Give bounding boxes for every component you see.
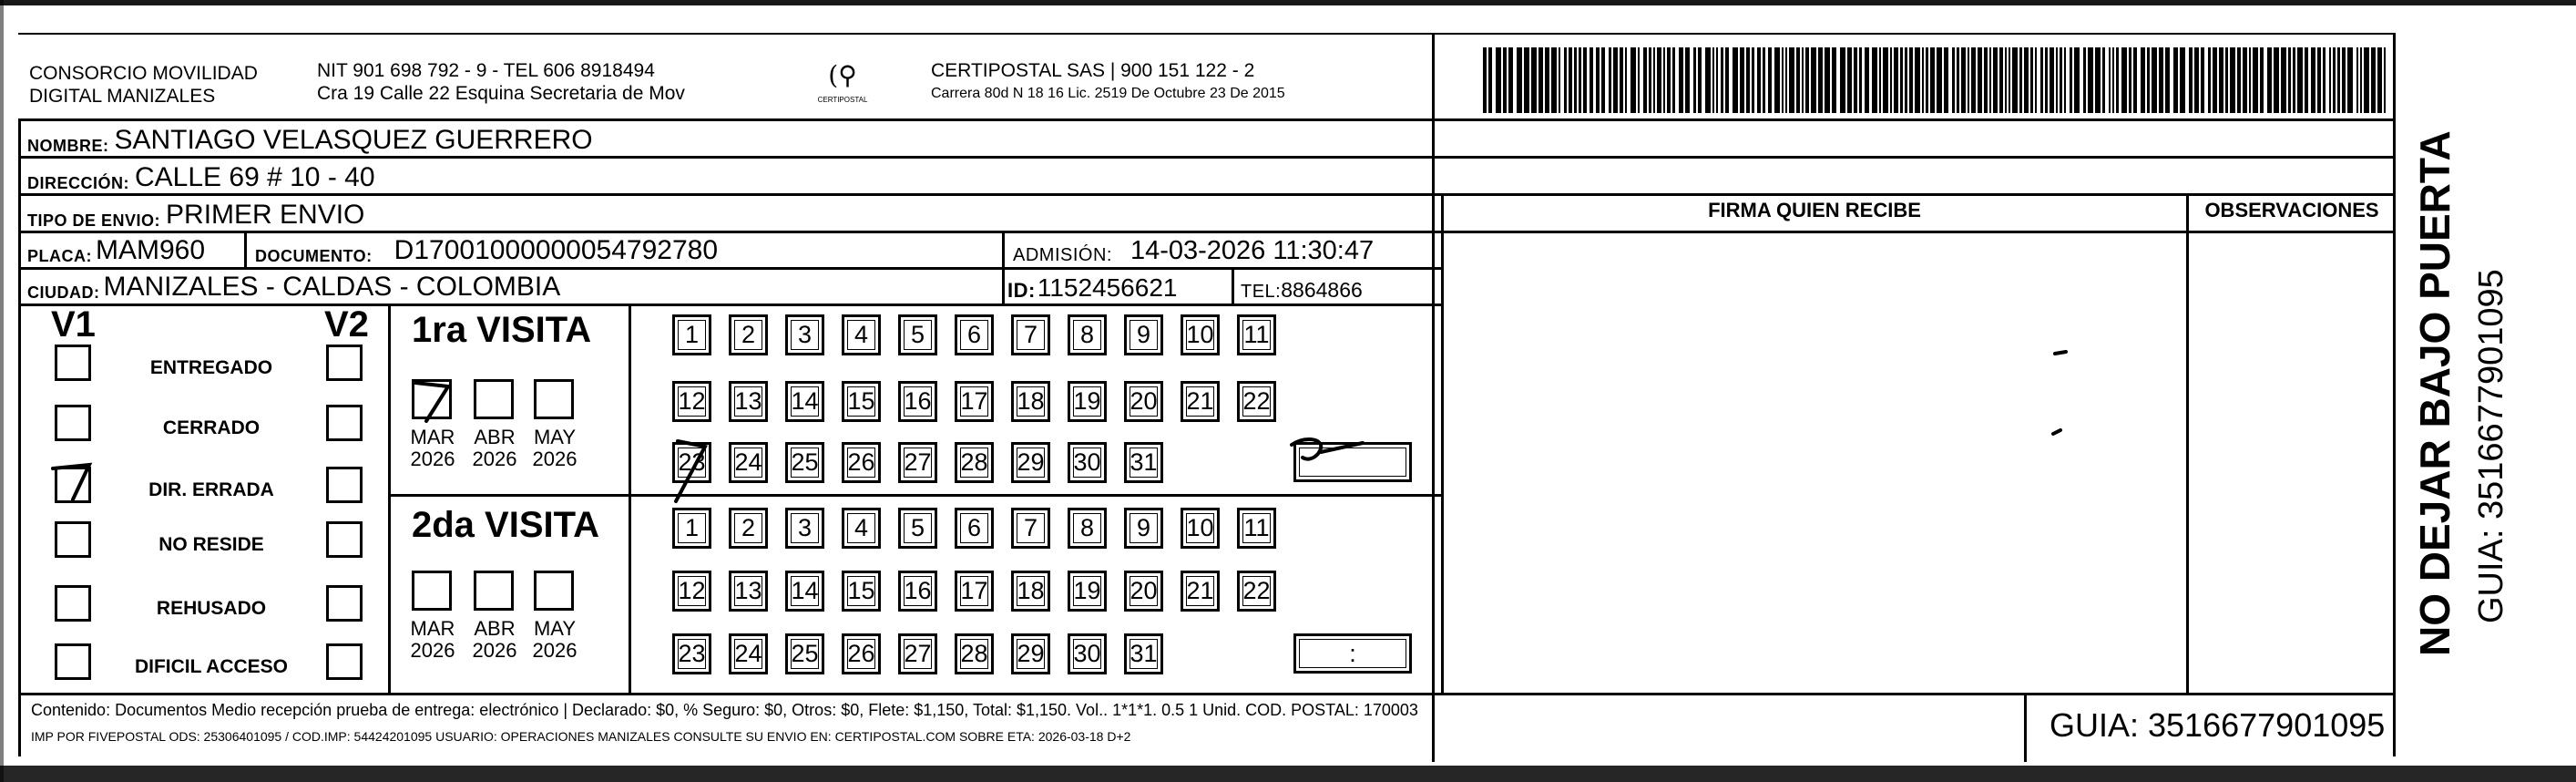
- footer-line2: IMP POR FIVEPOSTAL ODS: 25306401095 / COD.IMP: 54424201095 USUARIO: OPERACIONES MANIZALES CONSULTE SU ENVIO EN: CERTIPOSTAL.COM SOBRE ETA: 2026-03-18 D+2: [31, 729, 1131, 744]
- month-label: [470, 618, 519, 662]
- day-box[interactable]: 5: [898, 508, 937, 549]
- admision-value: 14-03-2026 11:30:47: [1130, 236, 1375, 265]
- footer-line1: Contenido: Documentos Medio recepción prueba de entrega: electrónico | Declarado: $0, % Seguro: $0, Otros: $0, Flete: $1,150, Total: $1,150. Vol.. 1*1*1. 0.5 1 Unid. COD. POSTAL: 170003: [31, 701, 1418, 719]
- documento-value: D17001000000054792780: [394, 235, 719, 265]
- month-checkbox[interactable]: [474, 379, 514, 419]
- day-box[interactable]: 1: [672, 314, 711, 355]
- month-checkbox[interactable]: [412, 379, 452, 419]
- placa-value: MAM960: [96, 235, 206, 265]
- v1-checkbox[interactable]: [55, 585, 91, 622]
- day-box[interactable]: 10: [1181, 314, 1220, 355]
- time-box[interactable]: [1293, 442, 1412, 482]
- day-box[interactable]: 13: [729, 381, 768, 422]
- documento-label: DOCUMENTO:: [255, 247, 373, 265]
- firma-left-divider: [1441, 193, 1444, 693]
- v2-checkbox[interactable]: [326, 643, 363, 680]
- day-box[interactable]: 15: [842, 381, 881, 422]
- row-line-2: [18, 193, 2396, 196]
- tipo-value: PRIMER ENVIO: [166, 200, 365, 230]
- day-box[interactable]: 11: [1237, 314, 1276, 355]
- left-edge: [0, 0, 4, 782]
- day-box[interactable]: 23: [672, 442, 711, 483]
- direccion-value: CALLE 69 # 10 - 40: [135, 162, 375, 192]
- day-box[interactable]: 12: [672, 381, 711, 422]
- month-year: 2026: [532, 448, 578, 470]
- day-box[interactable]: 12: [672, 571, 711, 612]
- status-label: ENTREGADO: [149, 357, 273, 378]
- id-value: 1152456621: [1037, 273, 1178, 302]
- v1-checkbox[interactable]: [55, 467, 91, 503]
- svg-text:CERTIPOSTAL: CERTIPOSTAL: [817, 96, 868, 104]
- status-label: DIR. ERRADA: [148, 479, 274, 500]
- no-dejar-bajo-puerta: NO DEJAR BAJO PUERTA: [2411, 130, 2458, 656]
- month-label: [470, 427, 519, 470]
- month-name: MAR: [410, 426, 455, 448]
- v2-checkbox[interactable]: [326, 585, 363, 622]
- day-box[interactable]: 2: [729, 508, 768, 549]
- footer-guia-divider: [2024, 693, 2027, 762]
- side-panel: [2394, 130, 2576, 656]
- month-name: MAR: [410, 617, 455, 640]
- day-box[interactable]: 19: [1068, 381, 1107, 422]
- day-box[interactable]: 17: [955, 381, 994, 422]
- ciudad-value: MANIZALES - CALDAS - COLOMBIA: [103, 272, 561, 302]
- consortium-line2: DIGITAL MANIZALES: [29, 86, 216, 107]
- month-year: 2026: [410, 448, 455, 470]
- day-box[interactable]: 31: [1124, 442, 1163, 483]
- documento-row: [255, 233, 718, 266]
- day-box[interactable]: 16: [898, 571, 937, 612]
- day-box[interactable]: 26: [842, 442, 881, 483]
- form-right-divider: [1432, 33, 1435, 762]
- day-box[interactable]: 31: [1124, 633, 1163, 674]
- bottom-edge: [0, 766, 2576, 782]
- day-box[interactable]: 25: [785, 442, 824, 483]
- tipo-label: TIPO DE ENVIO:: [27, 211, 161, 230]
- day-box[interactable]: 30: [1068, 633, 1107, 674]
- day-box[interactable]: 9: [1124, 508, 1163, 549]
- day-box[interactable]: 13: [729, 571, 768, 612]
- month-name: ABR: [474, 426, 516, 448]
- day-box[interactable]: 8: [1068, 508, 1107, 549]
- v2-checkbox[interactable]: [326, 467, 363, 503]
- day-box[interactable]: 21: [1181, 381, 1220, 422]
- day-box[interactable]: 6: [955, 508, 994, 549]
- day-box[interactable]: 30: [1068, 442, 1107, 483]
- month-name: MAY: [533, 617, 577, 640]
- day-box[interactable]: 16: [898, 381, 937, 422]
- nombre-label: NOMBRE:: [27, 137, 109, 155]
- v2-label: V2: [324, 304, 369, 345]
- nit-line1: NIT 901 698 792 - 9 - TEL 606 8918494: [317, 60, 655, 81]
- ciudad-row: [27, 270, 560, 303]
- placa-label: PLACA:: [27, 247, 92, 265]
- tipo-row: [27, 196, 364, 231]
- status-label: REHUSADO: [156, 598, 267, 619]
- direccion-row: [27, 159, 375, 193]
- day-box[interactable]: 7: [1011, 508, 1050, 549]
- status-label: NO RESIDE: [158, 534, 264, 555]
- day-box[interactable]: 29: [1011, 442, 1050, 483]
- month-checkbox[interactable]: [412, 571, 452, 611]
- day-box[interactable]: 9: [1124, 314, 1163, 355]
- day-box[interactable]: 22: [1237, 571, 1276, 612]
- ciudad-label: CIUDAD:: [27, 283, 100, 302]
- day-box[interactable]: 28: [955, 633, 994, 674]
- day-box[interactable]: 15: [842, 571, 881, 612]
- month-name: ABR: [474, 617, 516, 640]
- day-box[interactable]: 8: [1068, 314, 1107, 355]
- certipostal-line1: CERTIPOSTAL SAS | 900 151 122 - 2: [931, 60, 1255, 81]
- placa-row: [27, 233, 205, 266]
- tel-label: TEL:: [1241, 282, 1282, 302]
- day-box[interactable]: 14: [785, 381, 824, 422]
- day-box[interactable]: 28: [955, 442, 994, 483]
- month-checkbox[interactable]: [534, 571, 574, 611]
- day-box[interactable]: 21: [1181, 571, 1220, 612]
- top-edge: [0, 0, 2576, 5]
- day-box[interactable]: 20: [1124, 381, 1163, 422]
- footer-top-line: [18, 693, 2396, 695]
- visit-divider: [388, 494, 1441, 497]
- firma-label: FIRMA QUIEN RECIBE: [1708, 199, 1921, 221]
- nombre-row: [27, 121, 593, 156]
- day-box[interactable]: 3: [785, 508, 824, 549]
- footer-guia: GUIA: 3516677901095: [2050, 706, 2386, 744]
- placa-divider: [244, 231, 247, 267]
- day-box[interactable]: 27: [898, 442, 937, 483]
- month-year: 2026: [532, 639, 578, 662]
- day-box[interactable]: 11: [1237, 508, 1276, 549]
- month-name: MAY: [533, 426, 577, 448]
- month-label: [408, 427, 457, 470]
- day-box[interactable]: 4: [842, 508, 881, 549]
- day-box[interactable]: 18: [1011, 381, 1050, 422]
- visit-days-divider: [629, 304, 631, 693]
- day-box[interactable]: 26: [842, 633, 881, 674]
- day-box[interactable]: 10: [1181, 508, 1220, 549]
- row-line-5: [18, 304, 1441, 306]
- day-box[interactable]: 29: [1011, 633, 1050, 674]
- month-year: 2026: [410, 639, 455, 662]
- nit-line2: Cra 19 Calle 22 Esquina Secretaria de Mov: [317, 83, 685, 104]
- day-box[interactable]: 3: [785, 314, 824, 355]
- month-checkbox[interactable]: [534, 379, 574, 419]
- admision-label: ADMISIÓN:: [1013, 245, 1112, 265]
- status-label: CERRADO: [162, 417, 261, 438]
- day-box[interactable]: 14: [785, 571, 824, 612]
- status-divider: [388, 304, 391, 693]
- month-checkbox[interactable]: [474, 571, 514, 611]
- day-box[interactable]: 24: [729, 633, 768, 674]
- tel-divider: [1232, 267, 1234, 304]
- id-label: ID:: [1007, 279, 1036, 302]
- v2-checkbox[interactable]: [326, 405, 363, 441]
- first-visit-title: 1ra VISITA: [412, 310, 592, 350]
- day-box[interactable]: 4: [842, 314, 881, 355]
- month-label: [408, 618, 457, 662]
- day-box[interactable]: 7: [1011, 314, 1050, 355]
- day-box[interactable]: 25: [785, 633, 824, 674]
- month-year: 2026: [472, 639, 517, 662]
- status-label: DIFICIL ACCESO: [134, 656, 288, 677]
- day-box[interactable]: 24: [729, 442, 768, 483]
- nombre-value: SANTIAGO VELASQUEZ GUERRERO: [114, 125, 593, 155]
- v1-label: V1: [51, 304, 96, 345]
- observaciones-divider: [2186, 193, 2189, 693]
- v2-checkbox[interactable]: [326, 345, 363, 381]
- day-box[interactable]: 20: [1124, 571, 1163, 612]
- month-year: 2026: [472, 448, 517, 470]
- v1-checkbox[interactable]: [55, 405, 91, 441]
- day-box[interactable]: 5: [898, 314, 937, 355]
- month-label: [530, 618, 579, 662]
- day-box[interactable]: 22: [1237, 381, 1276, 422]
- month-label: [530, 427, 579, 470]
- day-box[interactable]: 19: [1068, 571, 1107, 612]
- time-box[interactable]: :: [1293, 633, 1412, 674]
- side-guia: GUIA: 3516677901095: [2472, 269, 2510, 623]
- day-box[interactable]: 18: [1011, 571, 1050, 612]
- certipostal-line2: Carrera 80d N 18 16 Lic. 2519 De Octubre 23 De 2015: [931, 86, 1285, 101]
- tel-value: 8864866: [1281, 278, 1363, 302]
- admision-row: [1013, 233, 1374, 266]
- tel-row: [1241, 272, 1363, 303]
- v1-checkbox[interactable]: [55, 345, 91, 381]
- v1-checkbox[interactable]: [55, 521, 91, 558]
- svg-text:(⚲: (⚲: [828, 60, 857, 90]
- direccion-label: DIRECCIÓN:: [27, 174, 129, 192]
- observaciones-label: OBSERVACIONES: [2204, 199, 2379, 221]
- form-left-border: [18, 118, 21, 756]
- v2-checkbox[interactable]: [326, 521, 363, 558]
- v1-checkbox[interactable]: [55, 643, 91, 680]
- day-box[interactable]: 1: [672, 508, 711, 549]
- day-box[interactable]: 27: [898, 633, 937, 674]
- day-box[interactable]: 23: [672, 633, 711, 674]
- day-box[interactable]: 17: [955, 571, 994, 612]
- day-box[interactable]: 6: [955, 314, 994, 355]
- day-box[interactable]: 2: [729, 314, 768, 355]
- id-row: [1007, 272, 1177, 303]
- second-visit-title: 2da VISITA: [412, 505, 599, 545]
- consortium-line1: CONSORCIO MOVILIDAD: [29, 63, 258, 84]
